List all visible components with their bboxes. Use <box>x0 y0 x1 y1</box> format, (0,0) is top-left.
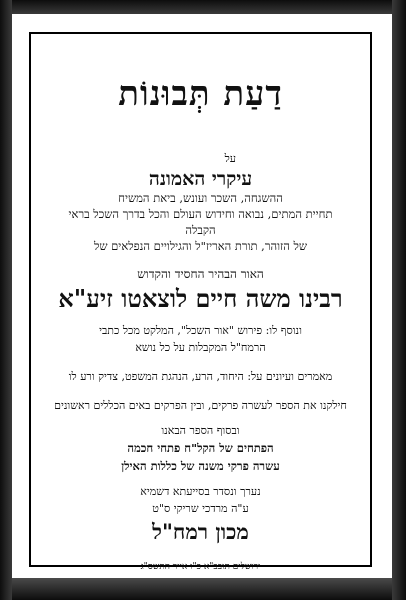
addition-line-1: ונוסף לו: פירוש "אור השכל", המלקט מכל כתבי <box>99 324 302 337</box>
essays-line: מאמרים ועיונים על: היחוד, הרע, הנהגת המשפט, צדיק ורע לו <box>68 370 333 383</box>
scan-edge-bottom <box>0 578 406 600</box>
place-and-date: ירושלים תובב"א כ"ו אייר התשס"ג <box>140 562 261 572</box>
scan-edge-top <box>0 0 406 14</box>
title-page-content <box>31 74 370 573</box>
on-label: על <box>224 152 236 165</box>
principles-title: עיקרי האמונה <box>148 168 253 190</box>
appendix-item-2: עשרה פרקי משנה של כללות האילן <box>121 459 280 473</box>
topics-line-1: ההשגחה, השכר ועונש, ביאת המשיח <box>118 191 283 205</box>
book-title: דַעַת תְּבוּנוֹת <box>118 74 283 114</box>
editor-line-2: ע"ה מרדכי שריקי ס"ט <box>152 502 249 515</box>
addition-line-2: הרמח"ל המקבלות על כל נושא <box>135 341 266 354</box>
title-page-frame <box>29 32 372 572</box>
topics-line-2: תחיית המתים, נבואה וחידוש העולם והכל בדרך השכל בראי <box>68 207 333 221</box>
scan-edge-right <box>392 0 406 600</box>
division-line: חילקנו את הספר לעשרה פרקים, ובין הפרקים באים הכללים ראשונים <box>54 399 347 412</box>
scan-edge-left <box>0 0 12 600</box>
topics-line-3: הקבלה <box>185 223 216 237</box>
appendix-item-1: הפתחים של הקל"ח פתחי חכמה <box>127 441 274 455</box>
author-intro: האור הבהיר החסיד והקדוש <box>137 267 264 281</box>
author-name: רבינו משה חיים לוצאטו זיע"א <box>58 284 343 313</box>
topics-line-4: של הזוהר, תורת האריז"ל והגילויים הנפלאים של <box>93 239 308 253</box>
editor-line-1: נערך ונסדר בסייעתא דשמיא <box>140 485 261 498</box>
publisher-name: מכון רמח"ל <box>152 519 249 544</box>
appendix-intro: ובסוף הספר הבאנו <box>161 424 240 437</box>
